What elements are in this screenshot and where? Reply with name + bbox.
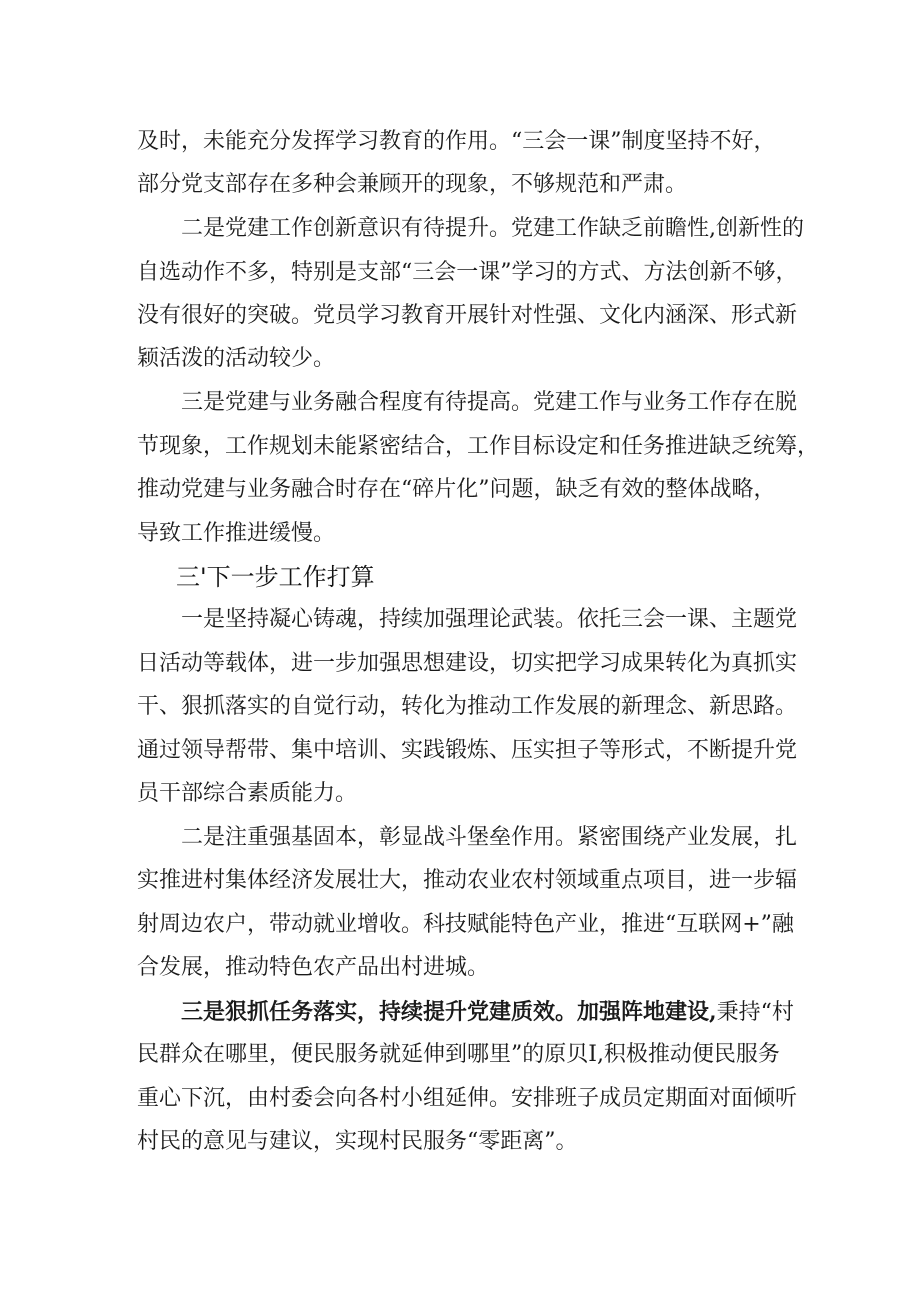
section-heading: 三'下一步工作打算 <box>176 563 375 591</box>
paragraph-line: 颖活泼的活动较少。 <box>137 346 336 371</box>
paragraph-line: 干、狠抓落实的自觉行动，转化为推动工作发展的新理念、新思路。 <box>137 694 798 719</box>
bold-lead-text: 三是狠抓任务落实，持续提升党建质效。加强阵地建设, <box>181 999 717 1025</box>
paragraph-line: 日活动等载体，进一步加强思想建设，切实把学习成果转化为真抓实 <box>137 651 798 676</box>
paragraph-line: 二是注重强基固本，彰显战斗堡垒作用。紧密围绕产业发展，扎 <box>181 825 798 850</box>
paragraph-line <box>181 997 794 1028</box>
paragraph-line: 射周边农户，带动就业增收。科技赋能特色产业，推进“互联网+”融 <box>137 912 794 937</box>
paragraph-line: 合发展，推动特色农产品出村进城。 <box>137 955 490 980</box>
paragraph-line: 一是坚持凝心铸魂，持续加强理论武装。依托三会一课、主题党 <box>181 607 798 632</box>
paragraph-line: 二是党建工作创新意识有待提升。党建工作缺乏前瞻性,创新性的 <box>181 216 804 241</box>
paragraph-line: 员干部综合素质能力。 <box>137 781 358 806</box>
paragraph-line: 推动党建与业务融合时存在“碎片化”问题，缺乏有效的整体战略， <box>137 477 776 502</box>
paragraph-line: 通过领导帮带、集中培训、实践锻炼、压实担子等形式，不断提升党 <box>137 738 798 763</box>
paragraph-line: 导致工作推进缓慢。 <box>137 521 336 546</box>
paragraph-line: 及时，未能充分发挥学习教育的作用。“三会一课”制度坚持不好， <box>137 129 776 154</box>
paragraph-line: 民群众在哪里，便民服务就延伸到哪里”的原贝I,积极推动便民服务 <box>137 1042 780 1067</box>
paragraph-line: 自选动作不多，特别是支部“三会一课”学习的方式、方法创新不够， <box>137 260 798 285</box>
paragraph-line: 部分党支部存在多种会兼顾开的现象，不够规范和严肃。 <box>137 172 688 197</box>
paragraph-line: 重心下沉，由村委会向各村小组延伸。安排班子成员定期面对面倾听 <box>137 1086 798 1111</box>
paragraph-line: 没有很好的突破。党员学习教育开展针对性强、文化内涵深、形式新 <box>137 303 798 328</box>
paragraph-line: 节现象，工作规划未能紧密结合，工作目标设定和任务推进缺乏统筹， <box>137 434 820 459</box>
paragraph-line: 村民的意见与建议，实现村民服务“零距离”。 <box>137 1129 578 1154</box>
paragraph-line: 三是党建与业务融合程度有待提高。党建工作与业务工作存在脱 <box>181 390 798 415</box>
paragraph-text: 秉持“村 <box>716 1000 794 1025</box>
paragraph-line: 实推进村集体经济发展壮大，推动农业农村领域重点项目，进一步辐 <box>137 868 798 893</box>
